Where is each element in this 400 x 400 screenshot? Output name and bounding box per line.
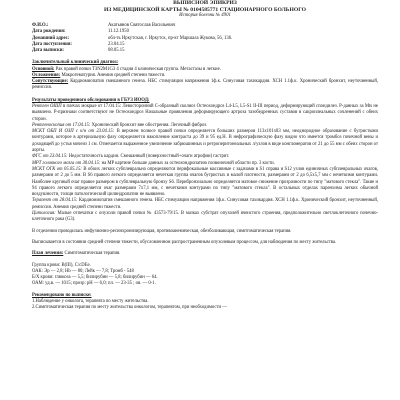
patient-name: Акатьянов Святослав Васильевич [108,23,176,29]
address-value: обл-ть Иркутская, г. Иркутск, пр-кт Маршала Жукова, 56, 136. [108,35,233,41]
recommendations-title: Рекомендовано по выписке: [32,292,92,298]
study-rentgen2-label: Рентгеноскопия от 17.04.15: [32,122,91,128]
patient-name-label: Ф.И.О.: [32,23,49,29]
recommendation-2: 2.Симптоматическая терапия по месту жительства онкологом, терапевтом, при необходимости — [32,305,227,311]
studies-title: Результаты проведенного обследования в ГБУЗ ИООД: [32,97,150,103]
case-history-number: История болезни № 4901 [179,13,231,19]
diagnosis-main-text: Рак правой почки T3N2M1G3 4 стадия 4 клиническая группа. Метастазы в легкие. [54,66,221,72]
study-mskt [32,129,378,154]
study-rentgen2-text: Хронический бронхит вне обострения. Легочный фиброз. [90,122,208,128]
study-cytology [32,211,378,224]
lab-oak: ОАК: Эр — 2,8; Hb — 80; Лейк — 7,8; Тромб - 548 [32,268,134,274]
study-therapist [32,198,378,211]
discharge-label: Дата выписки: [32,48,64,53]
discharge-condition-paragraph: Выписывается в состоянии средней степени тяжести, обусловленном распространенным опухолевым процессом, для наблюдения по месту жительства. [32,239,337,245]
study-therapist-label: Терапевт от 28.04.15: [32,198,78,204]
dob-label: Дата рождения: [32,29,66,35]
study-fgs-label: ФГС от 23.04.15: [32,154,68,160]
study-mskt-text: В верхнем полюсе правой почки определяется больших размеров 113х101х83 мм, неоднородное образование с бугристыми контурами, которое в артериальную фазу определяется накопление контраста до 39 и 95 ед.Н. В нефрографическую фазу видно что имеется тромбоз почечной вены и доходящей до устья мочеиз 1 см. Отмечается выраженное увеличение забрюшинных и ретроперитонеальных л/узлов в виде конгломератов от 21 до 55 мм с обеих сторон от аорты. [32,129,378,154]
document-title: ВЫПИСНОЙ ЭПИКРИЗ [173,0,237,6]
address-label: Домашний адрес: [32,35,70,41]
discharge-row [32,48,378,54]
lab-blood-group: Группа крови: В(III), С/cDEe. [32,262,91,268]
study-mskt-label: МСКТ ОБП И ОЗП с к/н от 23.04.15: [32,129,115,135]
diagnosis-concomitant-label: Сопутствующие: [32,79,69,85]
treatment-plan-text: Симптоматическая терапия. [63,251,121,257]
study-fgs-text: Недостаточность кардии. Смешанный (поверхностный+очаги атрофии) гастрит. [67,154,230,160]
study-mskt2-text: В обоих легких субплеврально определяются перифокальные массивные с задачами в S1 справа и S12 узлов единичных субплевральных очагов, размерами от 2 до 5 мм. В S6 правого легкого определяется нечеткая группа очагов бугристых и малой плотности, размерами от 2 до 6,5х5,7 мм с нечеткими контурами. Наиболее крупный очаг правое размером в субплевральную бронху S6. Перибронхиально определяется матовое снижение прозрачности по типу "матового стекла". Такие и 94 правого легкого определяется очаг размерами 7х7,1 мм, с нечеткими контурами по типу "матового стекла". В остальных отделах паренхима легких обычной воздушности, толщи патологический цилиндропатии не выявлено. [32,166,378,198]
admission-value: 23.04.15 [108,41,125,47]
study-rentgen-text: в плечах мокрые от 17.04.15: Левосторонний С-образный сколиоз Остеохондроз L4-L5, L5-S1 II-III период, деформирующий спондилез. Р-данных за Мts не выявлено. Р-признаки соответствуют не Остеохондроз Начальные проявления деформирующего артроза тазобедренных суставов в сакроилеальных сочленений с обеих сторон. [32,103,378,122]
lab-biochemistry: Б/Х крови: глюкоза — 5,5; билирубин — 5,8; билирубин — 64. [32,275,158,281]
treatment-plan-label: План лечения: [32,251,64,257]
diagnosis-complication-label: Осложнения: [32,72,61,78]
recommendation-1: 1.Наблюдение у онколога, терапевта по месту жительства. [32,299,149,304]
study-mskt2-label: МСКТ ОГК от 05.05.15: [32,166,82,172]
study-mskt2 [32,167,378,198]
diagnosis-main-label: Основной: [32,66,55,72]
study-rentgen-label: Рентген ОШП [32,103,62,109]
study-cytology-text: Малые отпечатки с опухоли правой почки № 43573-79/15. В мазках субстрат опухолей ячеистого строения, предположительно светлоклеточного почечно-клеточного рака (G3). [32,211,378,223]
lab-oam: ОАМ: уд.в. — 1015; прозр: рН — 6,0; пл. — 23-35 ; ов. — 0-1. [32,281,156,287]
study-mrt-label: МРТ головного мозга от 30.04.15: [32,160,101,166]
discharge-value: 08.05.15 [108,48,125,53]
document-subtitle: ИЗ МЕДИЦИНСКОЙ КАРТЫ № 0104585771 СТАЦИОНАРНОГО БОЛЬНОГО [104,6,306,13]
admission-label: Дата поступления: [32,41,72,47]
diagnosis-title: Заключительный клинический диагноз: [32,60,119,66]
study-cytology-label: Цитология: [32,211,56,217]
treatment-paragraph: В отделении проводилась инфузионно-ресинхронизирующая, противоанемическая, обезболивающая, симптоматическая терапия. [32,228,292,234]
diagnosis-concomitant [32,79,378,92]
patient-info [32,23,378,54]
diagnosis-concomitant-text: Кардиомиопатия смешанного генеза. НБС стимуляции напряжения 1ф.к. Синусовая тахикардия. ХСН 1.1ф.к. Хронический бронхит, неуточненный, ремиссия. [32,79,378,91]
study-therapist-text: Кардиомиопатия смешанного генеза. НБС стимуляции напряжения 1ф.к. Синусовая тахикардия. ХСН 1.1ф.к. Хронический бронхит, неуточненный, ремиссия. Анемия средней степени тяжести. [32,198,378,210]
diagnosis-complication-text: Макрогематурия. Анемия средней степени тяжести. [60,72,166,78]
dob-value: 11.12.1950 [108,29,129,35]
study-rentgen [32,104,378,123]
study-mrt-text: на МР картине больше данных за остеохондропатию позвоночной области пр. 3 кости. [100,160,275,166]
